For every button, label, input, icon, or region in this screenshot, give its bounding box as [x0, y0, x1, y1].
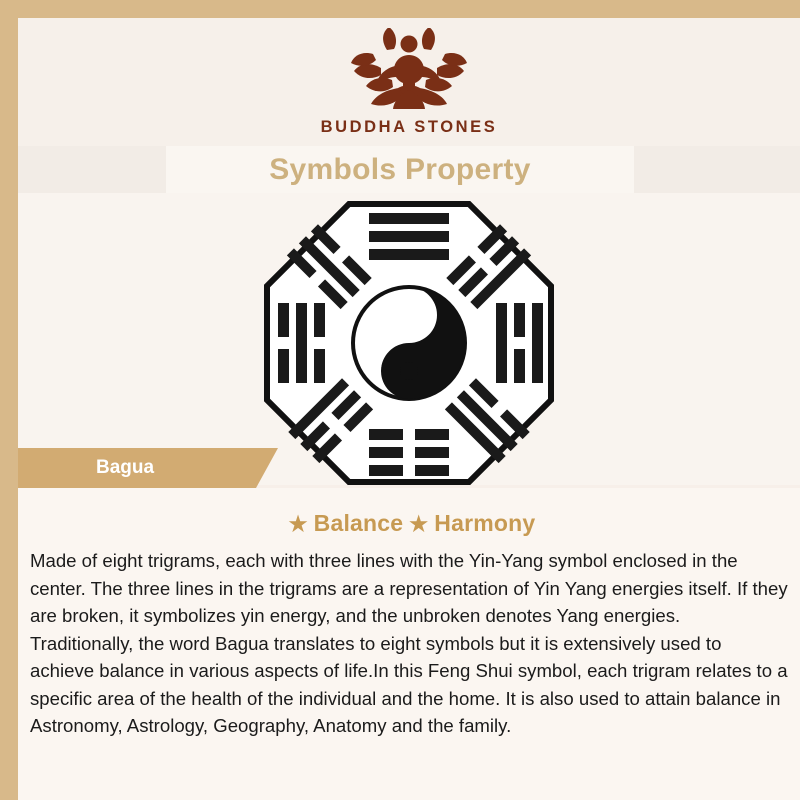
symbol-label-ribbon: [18, 448, 256, 488]
description-area: [18, 488, 800, 800]
keyword-harmony: Harmony: [434, 510, 536, 536]
brand-name: BUDDHA STONES: [320, 118, 498, 136]
description-text: Made of eight trigrams, each with three lines with the Yin-Yang symbol enclosed in the center. The three lines in the trigrams are a representation of Yin Yang energies itself. If they are broken, it symbolizes yin energy, and the unbroken denotes Yang energies. Traditionally, the word Bagua translates to eight symbols but it is extensively used to achieve balance in various aspects of life.In this Feng Shui symbol, each trigram relates to a specific area of the health of the individual and the home. It is also used to attain balance in Astronomy, Astrology, Geography, Anatomy and the family.: [30, 550, 788, 736]
bagua-illustration: [264, 201, 554, 490]
illustration-area: [18, 193, 800, 485]
bagua-yin-yang-icon: [264, 201, 554, 485]
page-title: Symbols Property: [269, 153, 531, 186]
title-band-left-fill: [18, 146, 166, 193]
symbol-label: Bagua: [96, 457, 155, 478]
frame-left-border: [0, 0, 18, 800]
logo-panel: [18, 18, 800, 146]
brand-logo: [18, 28, 800, 137]
lotus-meditation-icon: [329, 28, 489, 114]
title-band-right-fill: [634, 146, 800, 193]
frame-top-border: [0, 0, 800, 18]
page-title-band: [166, 146, 634, 193]
star-icon-middle: ★: [409, 513, 429, 536]
ribbon-tail: [256, 448, 278, 488]
star-icon-left: ★: [288, 513, 308, 536]
keywords-row: [18, 510, 800, 537]
keyword-balance: Balance: [313, 510, 404, 536]
